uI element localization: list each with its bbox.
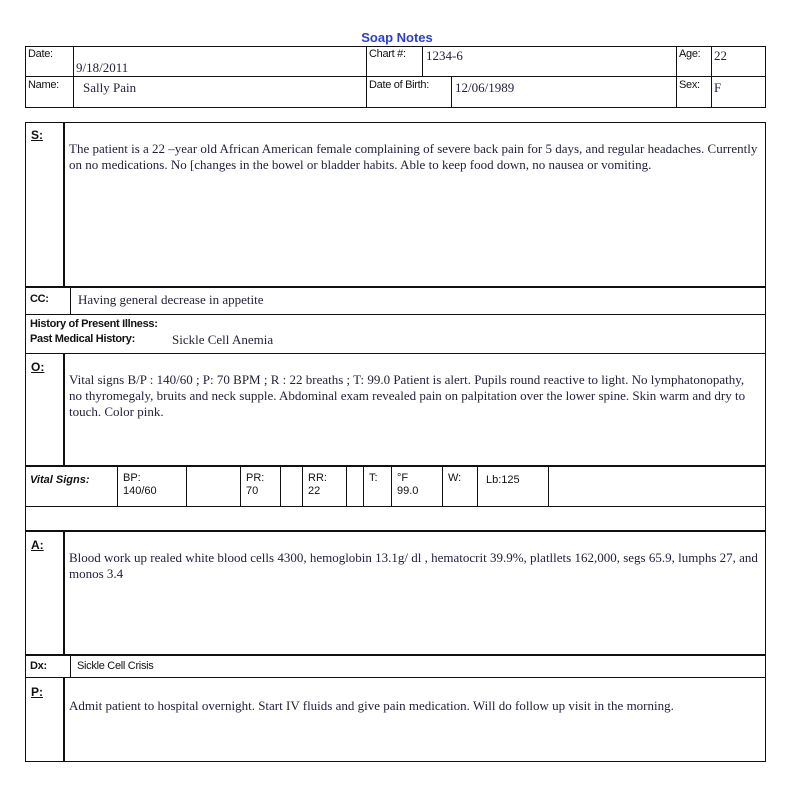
cc-text: Having general decrease in appetite xyxy=(78,292,264,307)
dob-label: Date of Birth: xyxy=(369,79,429,91)
header-border-left xyxy=(25,46,26,108)
age-label: Age: xyxy=(679,48,701,60)
vital-divider-11 xyxy=(548,466,549,507)
sex-label: Sex: xyxy=(679,79,700,91)
assessment-divider xyxy=(63,531,65,655)
pr-label: PR: xyxy=(246,472,265,484)
chart-label: Chart #: xyxy=(369,48,406,60)
w-label: W: xyxy=(448,472,462,484)
vital-divider-4 xyxy=(280,466,281,507)
date-label: Date: xyxy=(28,48,53,60)
vital-divider-3 xyxy=(240,466,241,507)
name-value: Sally Pain xyxy=(83,80,137,95)
plan-label: P: xyxy=(31,685,43,699)
cc-divider xyxy=(70,287,71,315)
name-label: Name: xyxy=(28,79,59,91)
hpi-label: History of Present Illness: xyxy=(30,318,158,330)
spacer-row xyxy=(25,507,766,531)
vital-divider-5 xyxy=(302,466,303,507)
header-divider-2 xyxy=(366,46,367,108)
vital-divider-8 xyxy=(391,466,392,507)
rr-value: 22 xyxy=(308,485,321,497)
age-value: 22 xyxy=(714,48,727,63)
header-divider-3 xyxy=(422,46,423,76)
header-border-right xyxy=(765,46,766,108)
header-divider-1 xyxy=(73,46,74,108)
vital-divider-1 xyxy=(117,466,118,507)
sex-value: F xyxy=(714,80,722,95)
cc-label: CC: xyxy=(30,293,49,305)
header-divider-6 xyxy=(711,46,712,108)
w-value: Lb:125 xyxy=(486,474,520,486)
vital-divider-7 xyxy=(363,466,364,507)
t-label: T: xyxy=(369,472,378,484)
header-row-divider xyxy=(25,76,766,77)
vital-divider-2 xyxy=(186,466,187,507)
vital-divider-10 xyxy=(477,466,478,507)
objective-text: Vital signs B/P : 140/60 ; P: 70 BPM ; R : 22 breaths ; T: 99.0 Patient is alert. Pupils round reactive to light. No lymphatonopathy, no thyromegaly, bruits and neck supple. Abdominal exam revealed pain on palpitation over the lower spine. Skin warm and dry to touch. Color pink. xyxy=(69,372,746,419)
f-label: °F xyxy=(397,472,409,484)
subjective-label: S: xyxy=(31,128,43,142)
dx-text: Sickle Cell Crisis xyxy=(77,660,154,672)
subjective-divider xyxy=(63,122,65,287)
bp-label: BP: xyxy=(123,472,141,484)
assessment-text: Blood work up realed white blood cells 4300, hemoglobin 13.1g/ dl , hematocrit 39.9%, platllets 162,000, segs 65.9, lumphs 27, and monos 3.4 xyxy=(69,550,758,581)
date-value: 9/18/2011 xyxy=(76,60,129,75)
assessment-label: A: xyxy=(31,538,44,552)
pmh-label: Past Medical History: xyxy=(30,333,135,345)
dx-divider xyxy=(70,655,71,678)
vital-signs-label: Vital Signs: xyxy=(30,474,90,486)
pr-value: 70 xyxy=(246,485,259,497)
chart-value: 1234-6 xyxy=(426,48,463,63)
page-title: Soap Notes xyxy=(361,30,433,45)
plan-divider xyxy=(63,678,65,762)
objective-divider xyxy=(63,353,65,466)
bp-value: 140/60 xyxy=(123,485,157,497)
subjective-text: The patient is a 22 –year old African American female complaining of severe back pain for 5 days, and regular headaches. Currently on no medications. No [changes in the bowel or bladder habits. Able to keep food down, no nausea or vomiting. xyxy=(69,141,758,172)
rr-label: RR: xyxy=(308,472,327,484)
vital-divider-9 xyxy=(442,466,443,507)
plan-text: Admit patient to hospital overnight. Start IV fluids and give pain medication. Will do follow up visit in the morning. xyxy=(69,698,674,713)
vital-divider-6 xyxy=(346,466,347,507)
dx-label: Dx: xyxy=(30,660,47,672)
objective-label: O: xyxy=(31,360,45,374)
pmh-value: Sickle Cell Anemia xyxy=(172,332,274,347)
f-value: 99.0 xyxy=(397,485,419,497)
dob-value: 12/06/1989 xyxy=(455,80,515,95)
header-divider-4 xyxy=(451,76,452,108)
header-divider-5 xyxy=(676,46,677,108)
plan-section xyxy=(25,678,766,762)
